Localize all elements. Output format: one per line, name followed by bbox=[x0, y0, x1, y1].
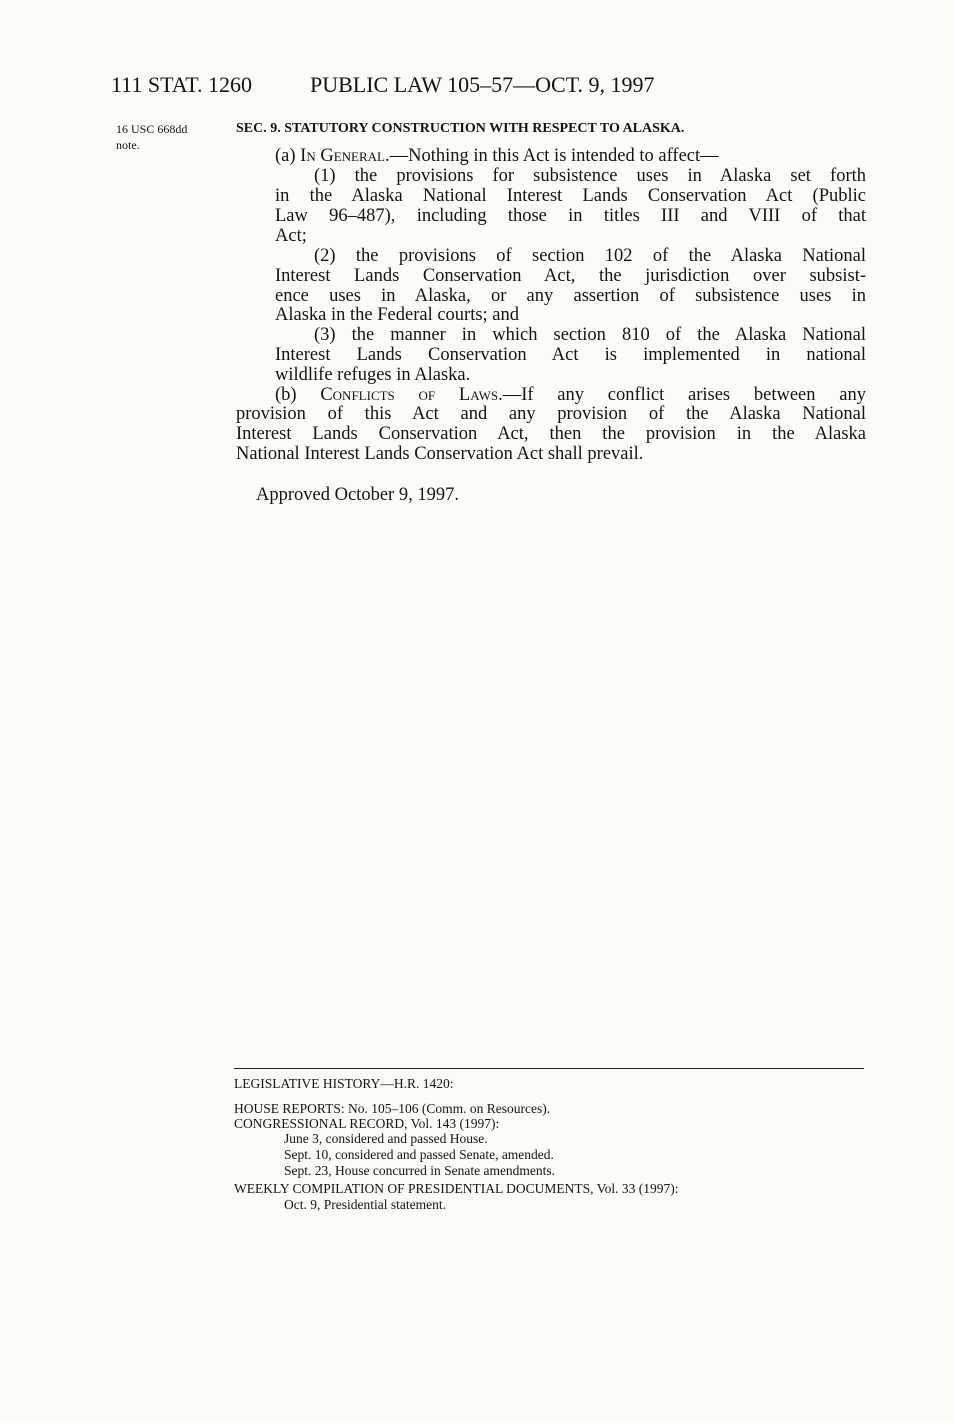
margin-note-usc-citation: 16 USC 668dd bbox=[116, 122, 188, 136]
subsection-a-label: In General. bbox=[300, 146, 390, 166]
para-2-line-3: ence uses in Alaska, or any assertion of subsistence uses in bbox=[275, 286, 866, 306]
para-2-line-1: (2) the provisions of section 102 of the Alaska National bbox=[314, 246, 866, 266]
para-1-line-4: Act; bbox=[275, 226, 307, 246]
page-stat-citation: 111 STAT. 1260 bbox=[111, 72, 253, 97]
para-1-line-3: Law 96–487), including those in titles III and VIII of that bbox=[275, 206, 866, 226]
para-3-line-1: (3) the manner in which section 810 of the Alaska National bbox=[314, 325, 866, 345]
subsection-b-label: Conflicts of Laws. bbox=[320, 385, 503, 405]
subsection-a-intro-text: —Nothing in this Act is intended to affect— bbox=[389, 146, 719, 166]
legislative-history-line: WEEKLY COMPILATION OF PRESIDENTIAL DOCUMENTS, Vol. 33 (1997): bbox=[234, 1181, 679, 1196]
para-2-line-4: Alaska in the Federal courts; and bbox=[275, 305, 520, 325]
section-heading: SEC. 9. STATUTORY CONSTRUCTION WITH RESPECT TO ALASKA. bbox=[236, 121, 685, 136]
subsection-a-prefix: (a) bbox=[275, 146, 301, 166]
para-1-line-2: in the Alaska National Interest Lands Conservation Act (Public bbox=[275, 186, 866, 206]
subsection-b-first-line bbox=[275, 386, 866, 406]
legislative-history-divider bbox=[234, 1068, 864, 1069]
subsection-a-intro bbox=[275, 147, 719, 167]
legislative-history-line: Sept. 23, House concurred in Senate amendments. bbox=[284, 1163, 556, 1178]
legislative-history-line: CONGRESSIONAL RECORD, Vol. 143 (1997): bbox=[234, 1116, 500, 1131]
legislative-history-line: Sept. 10, considered and passed Senate, amended. bbox=[284, 1147, 554, 1162]
margin-note-note: note. bbox=[116, 138, 140, 152]
para-3-line-3: wildlife refuges in Alaska. bbox=[275, 365, 471, 385]
legislative-history-line: HOUSE REPORTS: No. 105–106 (Comm. on Resources). bbox=[234, 1101, 551, 1116]
legislative-history-line: Oct. 9, Presidential statement. bbox=[284, 1197, 446, 1212]
para-1-line-1: (1) the provisions for subsistence uses in Alaska set forth bbox=[314, 166, 866, 186]
subsection-b-line-2: provision of this Act and any provision of the Alaska National bbox=[236, 404, 866, 424]
subsection-b-line-4: National Interest Lands Conservation Act shall prevail. bbox=[236, 444, 644, 464]
legislative-history-heading: LEGISLATIVE HISTORY—H.R. 1420: bbox=[234, 1076, 454, 1091]
para-2-line-2: Interest Lands Conservation Act, the jurisdiction over subsist- bbox=[275, 266, 866, 286]
subsection-b-first-line-text: —If any conflict arises between any bbox=[502, 385, 866, 405]
approval-date: Approved October 9, 1997. bbox=[256, 485, 459, 505]
page-running-title: PUBLIC LAW 105–57—OCT. 9, 1997 bbox=[310, 72, 655, 97]
subsection-b-line-3: Interest Lands Conservation Act, then the provision in the Alaska bbox=[236, 424, 866, 444]
para-3-line-2: Interest Lands Conservation Act is implemented in national bbox=[275, 345, 866, 365]
legislative-history-line: June 3, considered and passed House. bbox=[284, 1131, 488, 1146]
subsection-b-prefix: (b) bbox=[275, 385, 321, 405]
